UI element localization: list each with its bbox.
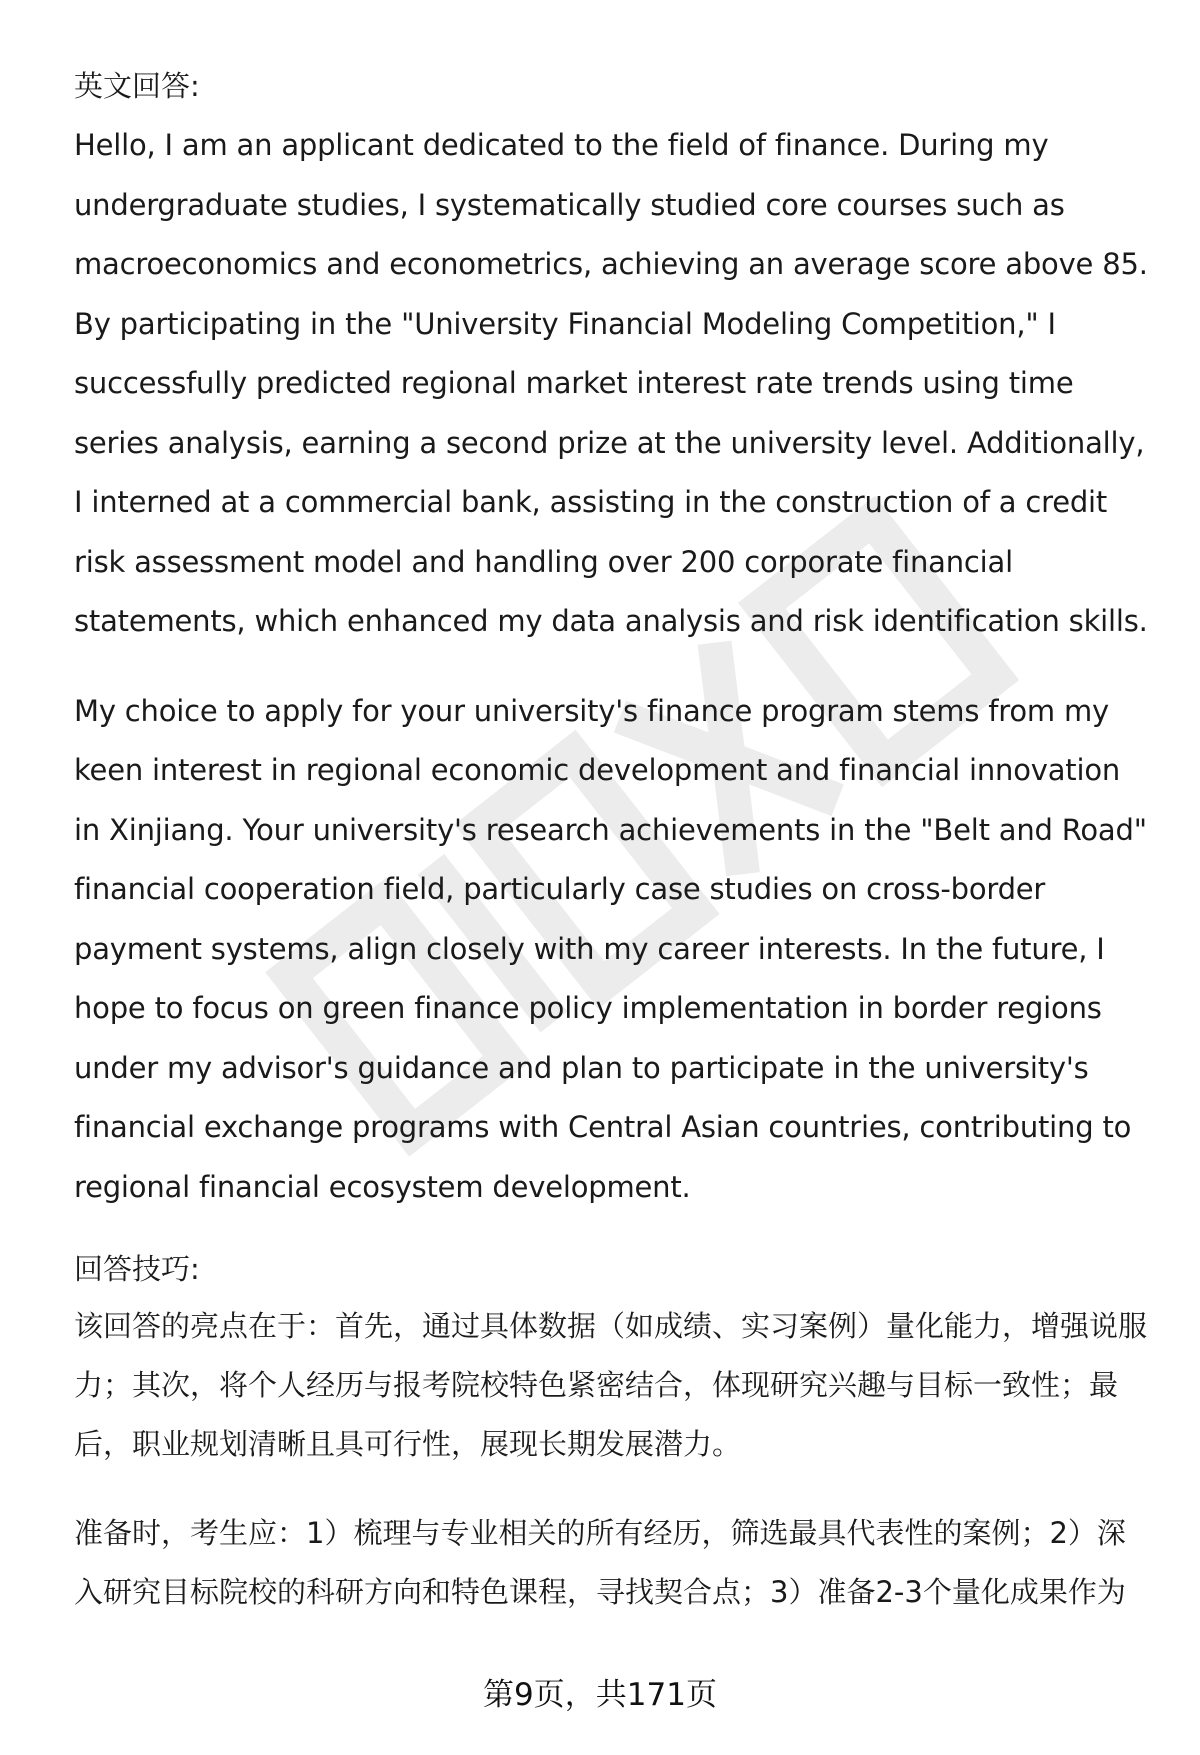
tips-paragraph-2: 准备时，考生应：1）梳理与专业相关的所有经历，筛选最具代表性的案例；2）深入研究目标院校的科研方向和特色课程，寻找契合点；3）准备2-3个量化成果作为 [74,1516,1126,1609]
english-answer-label: 英文回答: [74,69,200,103]
tips-paragraph-1: 该回答的亮点在于：首先，通过具体数据（如成绩、实习案例）量化能力，增强说服力；其次，将个人经历与报考院校特色紧密结合，体现研究兴趣与目标一致性；最后，职业规划清晰且具可行性，展现长期发展潜力。 [74,1309,1148,1461]
english-answer-paragraph-1: Hello, I am an applicant dedicated to the field of finance. During my undergraduate studies, I systematically studied core courses such as macroeconomics and econometrics, achieving an average score above 85. By participating in the "University Financial Modeling Competition," I successfully predicted regional market interest rate trends using time series analysis, earning a second prize at the university level. Additionally, I interned at a commercial bank, assisting in the construction of a credit risk assessment model and handling over 200 corporate financial statements, which enhanced my data analysis and risk identification skills. [74,128,1148,638]
page-indicator: 第9页，共171页 [483,1677,717,1713]
tips-label: 回答技巧: [74,1252,200,1286]
main-content [74,64,1154,1622]
english-answer-paragraph-2: My choice to apply for your university's finance program stems from my keen interest in regional economic development and financial innovation in Xinjiang. Your university's research achievements in the "Belt and Road" financial cooperation field, particularly case studies on cross-border payment systems, align closely with my career interests. In the future, I hope to focus on green finance policy implementation in border regions under my advisor's guidance and plan to participate in the university's financial exchange programs with Central Asian countries, contributing to regional financial ecosystem development. [74,693,1147,1204]
